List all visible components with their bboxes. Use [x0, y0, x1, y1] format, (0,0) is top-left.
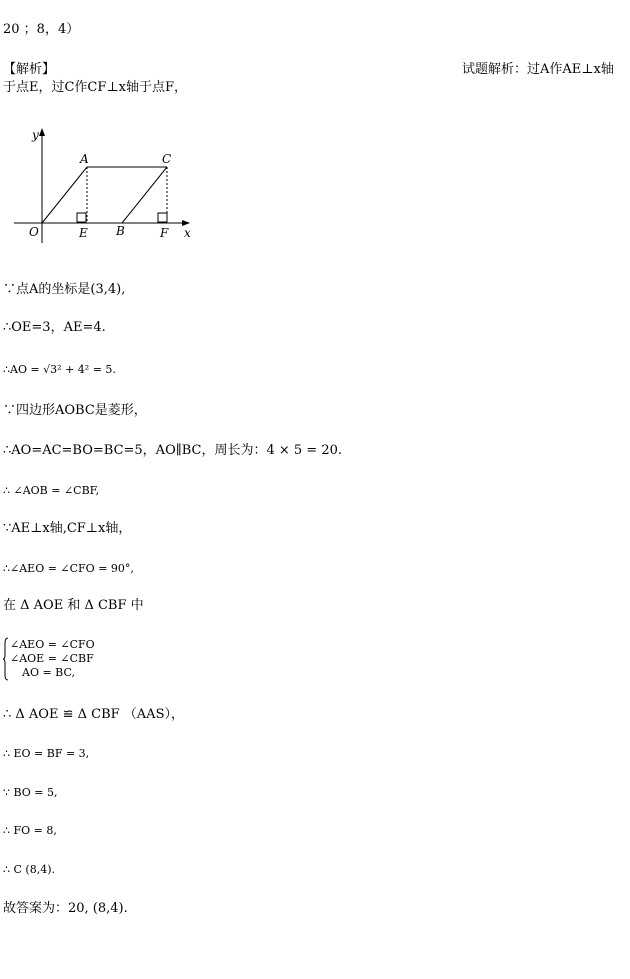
- conclusion-2: ∴ EO = BF = 3,: [3, 747, 90, 760]
- side-CB: [122, 167, 167, 223]
- label-C: C: [162, 152, 172, 166]
- step-1: ∵点A的坐标是(3,4),: [3, 282, 126, 297]
- conclusion-3: ∵ BO = 5,: [3, 786, 58, 799]
- answer-fragment: 20 ；8，4）: [3, 22, 80, 37]
- congruence-system: [3, 637, 123, 681]
- step-4: ∵四边形AOBC是菱形，: [3, 403, 147, 418]
- right-angle-F: [158, 213, 167, 222]
- label-x: x: [184, 226, 191, 240]
- rhombus-figure: [12, 125, 212, 250]
- step-8: ∴∠AEO = ∠CFO = 90°,: [3, 562, 134, 575]
- step-2: ∴OE=3，AE=4.: [3, 320, 106, 335]
- analysis-tag: 【解析】: [3, 62, 56, 77]
- system-line-2: ∠AOE = ∠CBF: [10, 652, 94, 665]
- right-angle-E: [77, 213, 86, 222]
- conclusion-4: ∴ FO = 8,: [3, 824, 57, 837]
- label-y: y: [32, 128, 39, 142]
- label-A: A: [80, 152, 89, 166]
- label-E: E: [79, 226, 88, 240]
- system-line-1: ∠AEO = ∠CFO: [10, 638, 95, 651]
- label-B: B: [116, 224, 125, 238]
- step-3: ∴AO = √3² + 4² = 5.: [3, 363, 116, 376]
- left-brace: [3, 637, 9, 681]
- label-F: F: [160, 226, 169, 240]
- analysis-intro-continued: 于点E，过C作CF⊥x轴于点F，: [3, 80, 187, 95]
- step-6: ∴ ∠AOB = ∠CBF,: [3, 484, 100, 497]
- conclusion-5: ∴ C (8,4).: [3, 863, 55, 876]
- label-O: O: [29, 225, 39, 239]
- system-line-3: AO = BC,: [22, 666, 75, 679]
- step-9: 在 Δ AOE 和 Δ CBF 中: [3, 598, 144, 613]
- conclusion-6: 故答案为：20, (8,4).: [3, 901, 128, 916]
- step-5: ∴AO=AC=BO=BC=5，AO∥BC，周长为：4 × 5 = 20.: [3, 443, 343, 458]
- y-axis-arrow: [39, 128, 45, 136]
- analysis-intro: 试题解析：过A作AE⊥x轴: [462, 62, 614, 77]
- step-7: ∵AE⊥x轴,CF⊥x轴，: [3, 521, 132, 536]
- side-OA: [42, 167, 87, 223]
- conclusion-1: ∴ Δ AOE ≌ Δ CBF （AAS），: [3, 707, 184, 722]
